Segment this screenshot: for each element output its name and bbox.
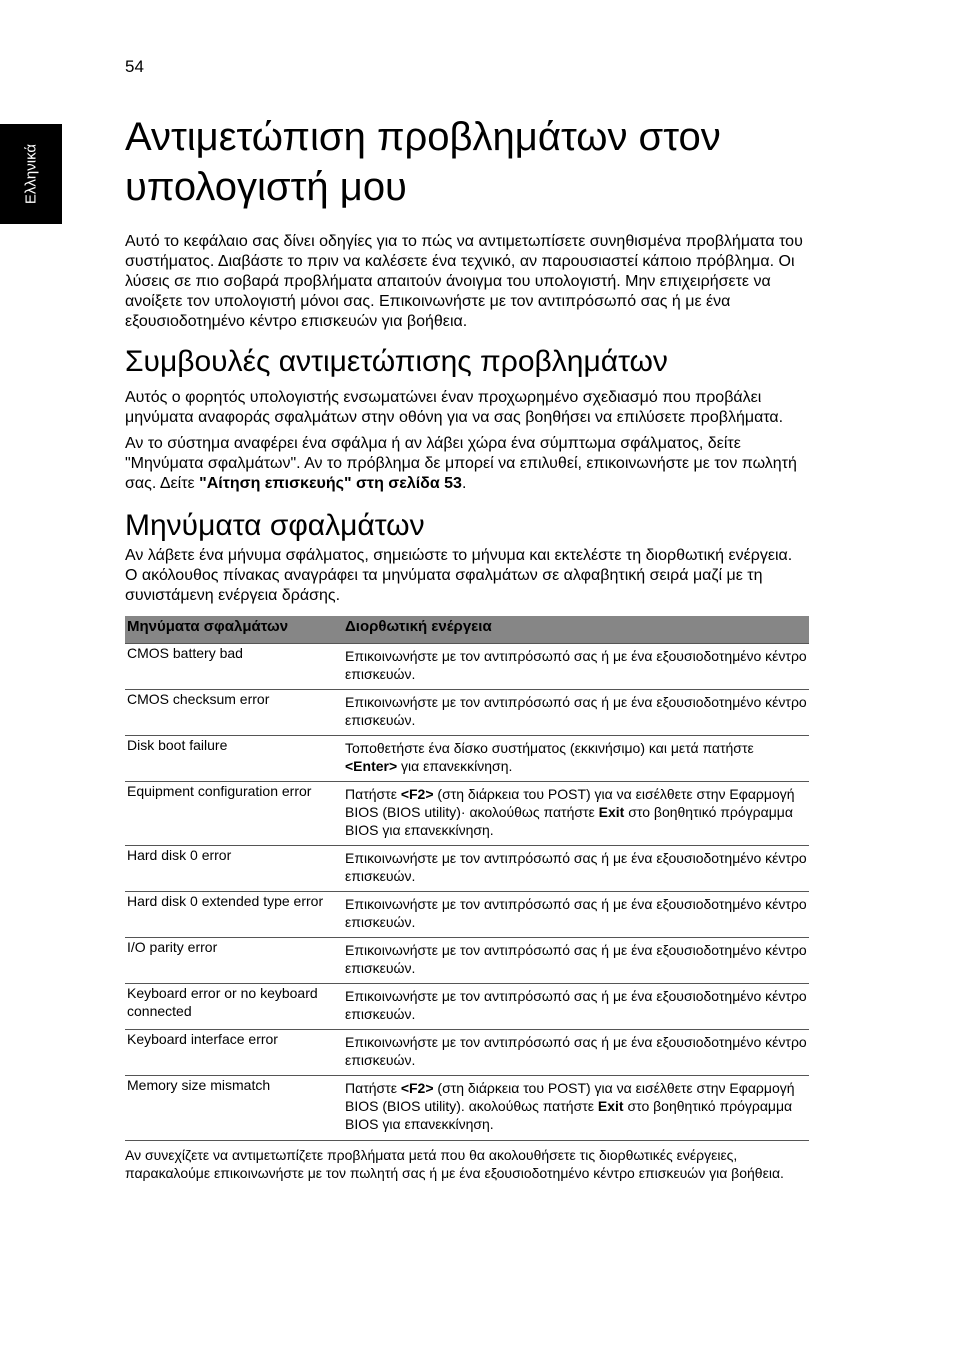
table-row xyxy=(125,1076,809,1141)
tips-paragraph-1: Αυτός ο φορητός υπολογιστής ενσωματώνει έναν προχωρημένο σχεδιασμό που προβάλει μηνύματα αναφοράς σφαλμάτων στην οθόνη για να σας βοηθήσει να επιλύσετε προβλήματα. xyxy=(125,389,784,426)
corrective-action-cell xyxy=(343,892,809,938)
table-row xyxy=(125,690,809,736)
table-header-row xyxy=(125,616,809,644)
key-name: Exit xyxy=(598,804,625,820)
corrective-action-cell xyxy=(343,782,809,846)
table-row xyxy=(125,984,809,1030)
table-row xyxy=(125,736,809,782)
table-row xyxy=(125,846,809,892)
error-message-cell: Keyboard error or no keyboard connected xyxy=(125,984,343,1030)
intro-paragraph: Αυτό το κεφάλαιο σας δίνει οδηγίες για το πώς να αντιμετωπίσετε συνηθισμένα προβλήματα του συστήματος. Διαβάστε το πριν να καλέσετε ένα τεχνικό, αν παρουσιαστεί κάποιο πρόβλημα. Οι λύσεις σε πιο σοβαρά προβλήματα απαιτούν άνοιγμα του υπολογιστή. Μην επιχειρήσετε να ανοίξετε τον υπολογιστή μόνοι σας. Επικοινωνήστε με τον αντιπρόσωπό σας ή με ένα εξουσιοδοτημένο κέντρο επισκευών για βοήθεια. xyxy=(125,233,803,330)
column-header-message: Μηνύματα σφαλμάτων xyxy=(125,616,343,644)
corrective-action-cell xyxy=(343,736,809,782)
tips-paragraph-2-end: . xyxy=(461,475,467,492)
action-text: Επικοινωνήστε με τον αντιπρόσωπό σας ή με ένα εξουσιοδοτημένο κέντρο επισκευών. xyxy=(345,1034,807,1068)
action-text: Επικοινωνήστε με τον αντιπρόσωπό σας ή με ένα εξουσιοδοτημένο κέντρο επισκευών. xyxy=(345,850,807,884)
error-message-cell: Keyboard interface error xyxy=(125,1030,343,1076)
action-text: Επικοινωνήστε με τον αντιπρόσωπό σας ή με ένα εξουσιοδοτημένο κέντρο επισκευών. xyxy=(345,896,807,930)
corrective-action-cell xyxy=(343,938,809,984)
action-text: Επικοινωνήστε με τον αντιπρόσωπό σας ή με ένα εξουσιοδοτημένο κέντρο επισκευών. xyxy=(345,988,807,1022)
footer-note: Αν συνεχίζετε να αντιμετωπίζετε προβλήματα μετά που θα ακολουθήσετε τις διορθωτικές ενέργειες, παρακαλούμε επικοινωνήστε με τον πωλητή σας ή με ένα εξουσιοδοτημένο κέντρο επισκευών για βοήθεια. xyxy=(125,1147,784,1181)
errors-intro: Αν λάβετε ένα μήνυμα σφάλματος, σημειώστε το μήνυμα και εκτελέστε τη διορθωτική ενέργεια. Ο ακόλουθος πίνακας αναγράφει τα μηνύματα σφαλμάτων σε αλφαβητική σειρά μαζί με τη συνιστάμενη ενέργεια δράσης. xyxy=(125,547,793,604)
tips-heading: Συμβουλές αντιμετώπισης προβλημάτων xyxy=(125,345,668,378)
page-number: 54 xyxy=(125,57,144,76)
main-heading: Αντιμετώπιση προβλημάτων στον υπολογιστή μου xyxy=(125,115,721,209)
action-text: στο βοηθητικό πρόγραμμα BIOS για επανεκκίνηση. xyxy=(345,1098,793,1132)
error-message-cell: CMOS checksum error xyxy=(125,690,343,736)
table-body xyxy=(125,644,809,1141)
key-name: Exit xyxy=(597,1098,624,1114)
error-message-cell: Hard disk 0 extended type error xyxy=(125,892,343,938)
table-row xyxy=(125,782,809,846)
action-text: (στη διάρκεια του POST) για να εισέλθετε στην Εφαρμογή BIOS (BIOS utility). ακολούθως πατήστε xyxy=(345,1080,795,1114)
error-message-cell: I/O parity error xyxy=(125,938,343,984)
key-name: <F2> xyxy=(400,1080,434,1096)
action-text: Τοποθετήστε ένα δίσκο συστήματος (εκκινήσιμο) και μετά πατήστε xyxy=(345,740,754,756)
error-message-cell: Memory size mismatch xyxy=(125,1076,343,1141)
action-text: Επικοινωνήστε με τον αντιπρόσωπό σας ή με ένα εξουσιοδοτημένο κέντρο επισκευών. xyxy=(345,648,807,682)
tips-paragraph-2-text: Αν το σύστημα αναφέρει ένα σφάλμα ή αν λάβει χώρα ένα σύμπτωμα σφάλματος, δείτε "Μηνύματα σφαλμάτων". Αν το πρόβλημα δε μπορεί να επιλυθεί, επικοινωνήστε με τον πωλητή σας. Δείτε xyxy=(125,435,797,492)
column-header-action: Διορθωτική ενέργεια xyxy=(343,616,809,644)
corrective-action-cell xyxy=(343,1076,809,1141)
corrective-action-cell xyxy=(343,984,809,1030)
error-messages-table xyxy=(125,616,809,1141)
errors-heading: Μηνύματα σφαλμάτων xyxy=(125,509,425,542)
corrective-action-cell xyxy=(343,690,809,736)
action-text: Επικοινωνήστε με τον αντιπρόσωπό σας ή με ένα εξουσιοδοτημένο κέντρο επισκευών. xyxy=(345,694,807,728)
action-text: στο βοηθητικό πρόγραμμα BIOS για επανεκκίνηση. xyxy=(345,804,793,838)
action-text: Πατήστε xyxy=(345,1080,401,1096)
page-content xyxy=(125,112,809,1182)
error-message-cell: CMOS battery bad xyxy=(125,644,343,690)
table-row xyxy=(125,644,809,690)
table-row xyxy=(125,892,809,938)
error-message-cell: Hard disk 0 error xyxy=(125,846,343,892)
action-text: για επανεκκίνηση. xyxy=(397,758,513,774)
action-text: Πατήστε xyxy=(345,786,401,802)
table-row xyxy=(125,1030,809,1076)
key-name: <F2> xyxy=(400,786,434,802)
language-tab xyxy=(0,124,62,224)
error-message-cell: Equipment configuration error xyxy=(125,782,343,846)
error-message-cell: Disk boot failure xyxy=(125,736,343,782)
corrective-action-cell xyxy=(343,846,809,892)
language-tab-label: Ελληνικά xyxy=(22,143,40,205)
corrective-action-cell xyxy=(343,1030,809,1076)
tips-paragraph-2 xyxy=(125,434,809,494)
action-text: Επικοινωνήστε με τον αντιπρόσωπό σας ή με ένα εξουσιοδοτημένο κέντρο επισκευών. xyxy=(345,942,807,976)
action-text: (στη διάρκεια του POST) για να εισέλθετε στην Εφαρμογή BIOS (BIOS utility)· ακολούθως πατήστε xyxy=(345,786,795,820)
key-name: <Enter> xyxy=(345,758,398,774)
table-row xyxy=(125,938,809,984)
corrective-action-cell xyxy=(343,644,809,690)
service-request-link[interactable]: "Αίτηση επισκευής" στη σελίδα 53 xyxy=(199,475,462,492)
